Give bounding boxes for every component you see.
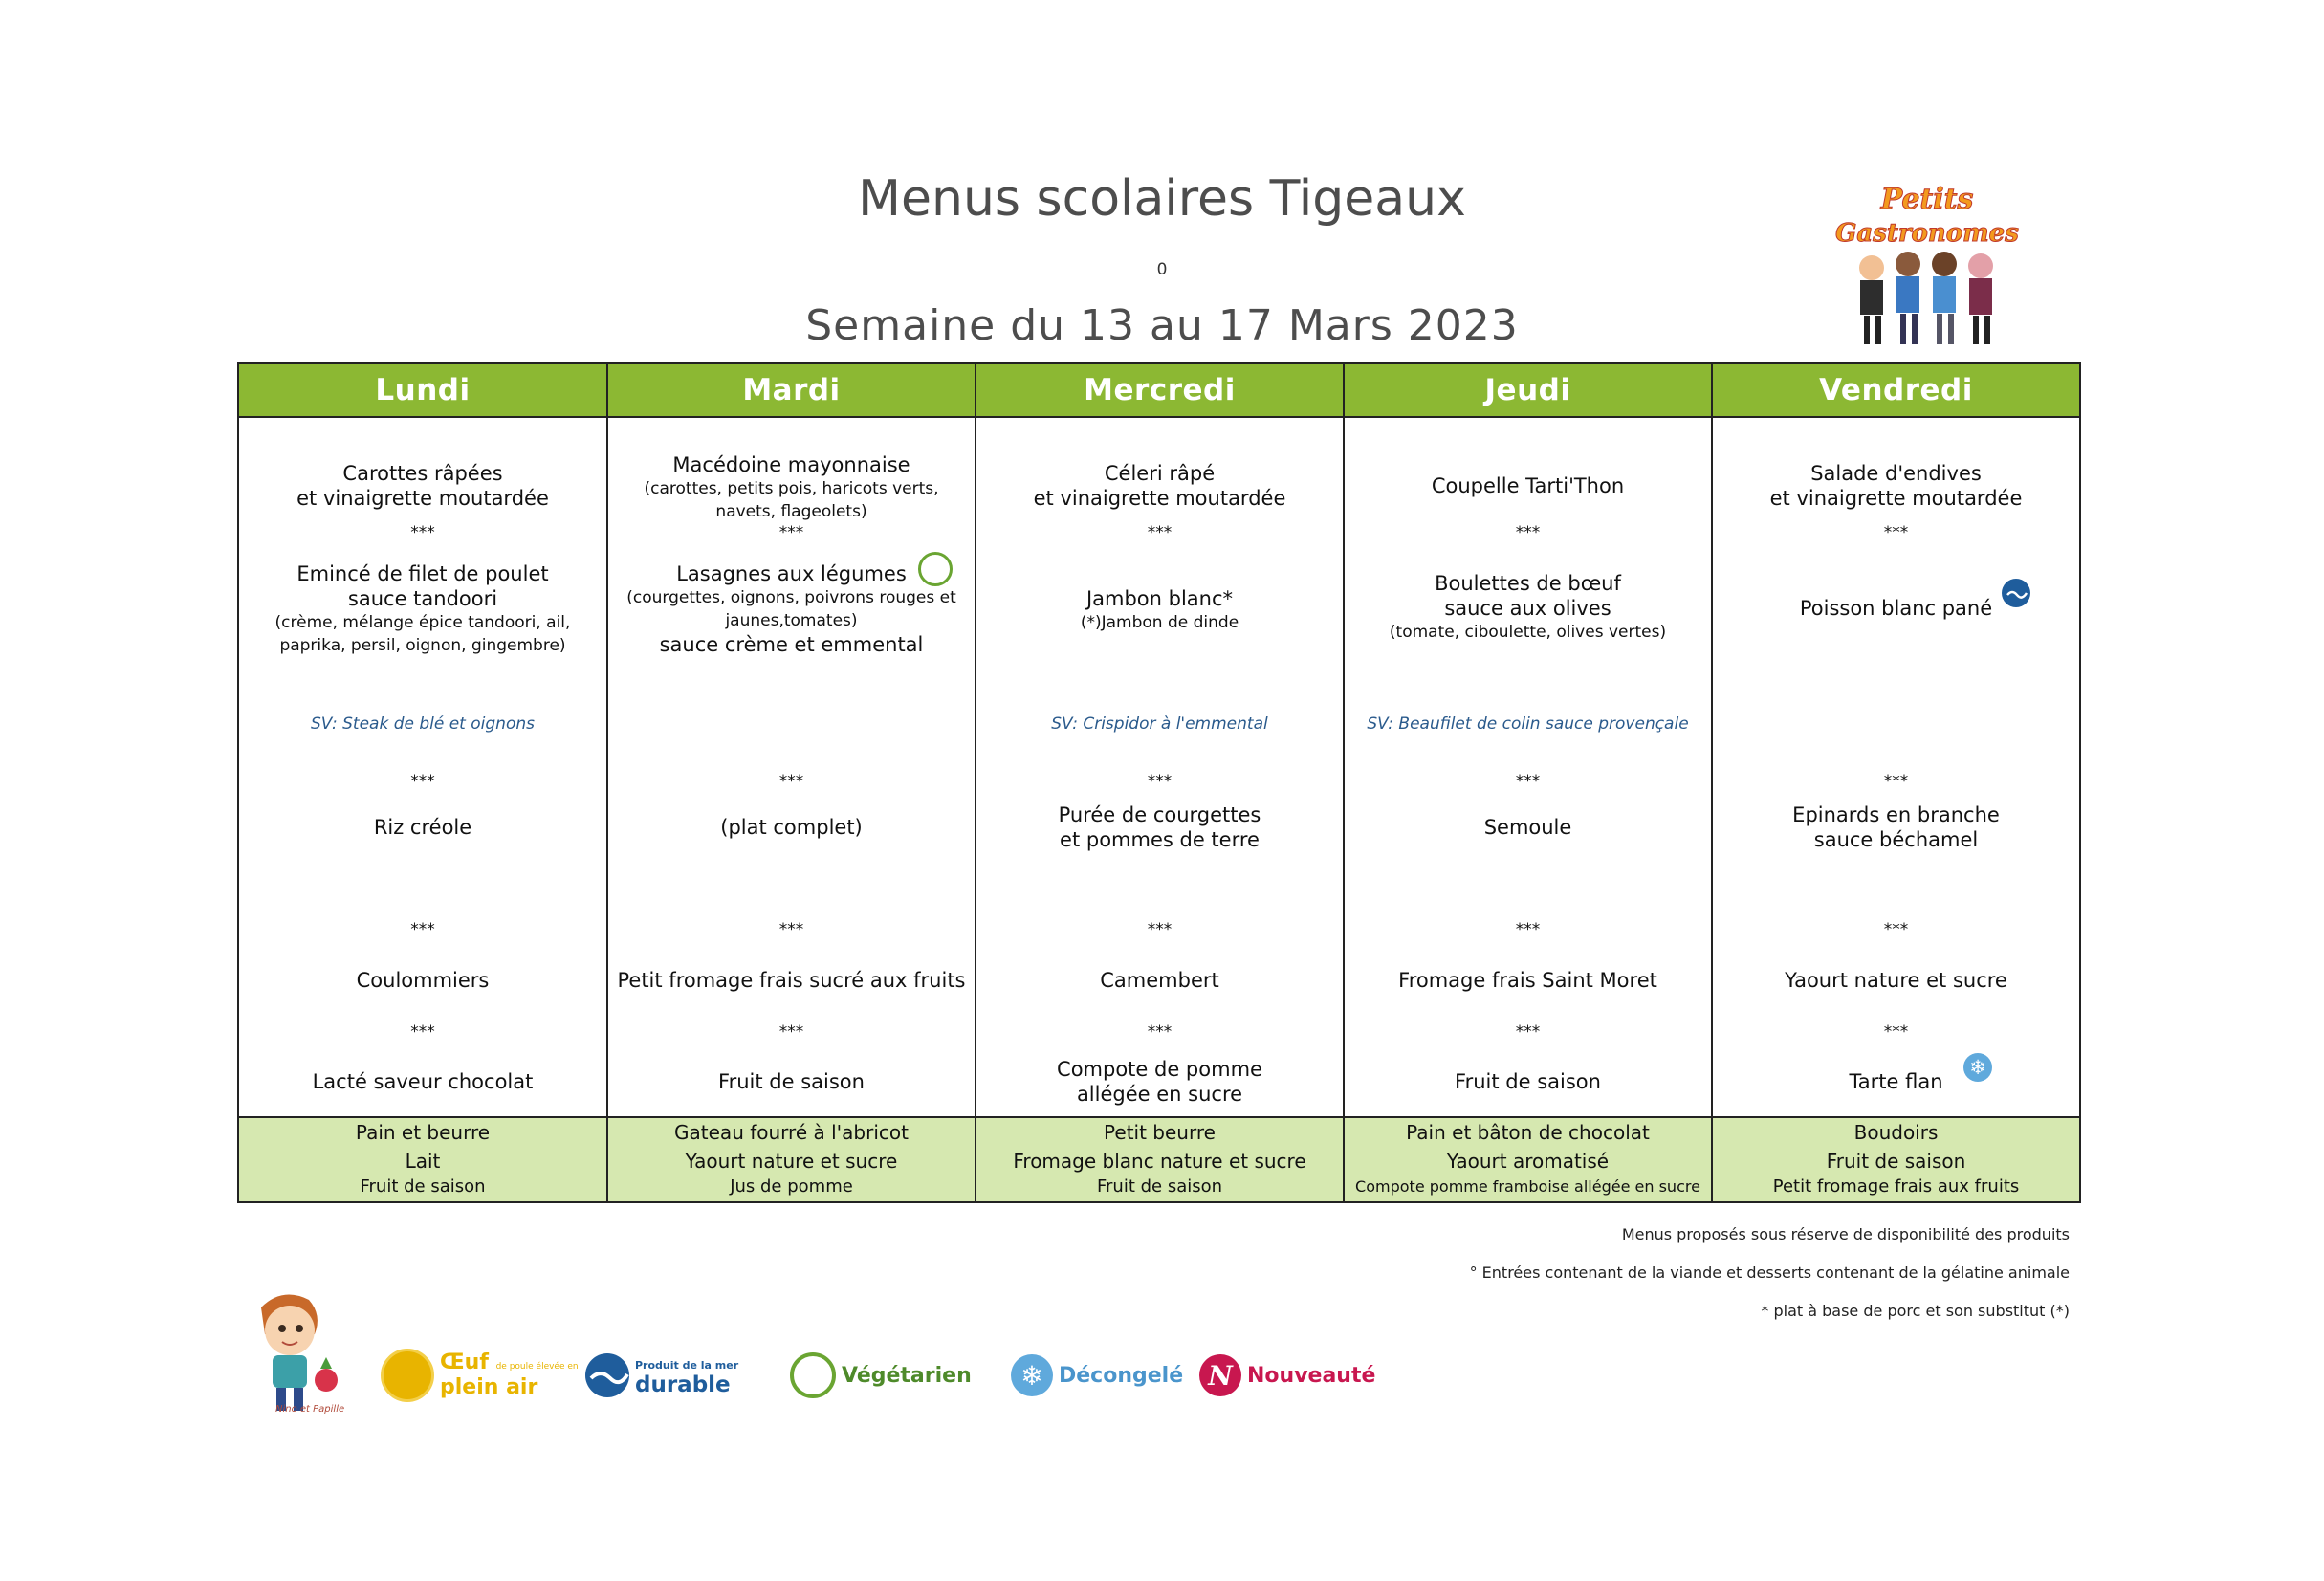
entree [1345,473,1711,498]
gouter-item-3: Petit fromage frais aux fruits [1772,1176,2020,1197]
day-cell-mardi [607,417,976,1117]
entree [976,461,1343,511]
separator: *** [1883,523,1909,542]
main-detail: (*)Jambon de dinde [1080,613,1239,632]
sv-option: SV: Crispidor à l'emmental [1051,714,1268,734]
entree-detail: (carottes, petits pois, haricots verts, navets, flageolets) [644,479,939,521]
legend-oeuf-line1 [440,1352,579,1377]
day-cell-jeudi [1344,417,1712,1117]
entree-name: Coupelle Tarti'Thon [1431,474,1625,497]
entree-line2: et vinaigrette moutardée [1033,487,1286,510]
gouter-item-3: Fruit de saison [360,1176,486,1197]
separator: *** [1883,772,1909,791]
main-detail: (tomate, ciboulette, olives vertes) [1389,623,1667,642]
dessert [976,1057,1343,1107]
egg-icon [381,1349,434,1402]
main-line2: sauce aux olives [1444,597,1611,620]
separator: *** [778,772,804,791]
separator: *** [778,920,804,939]
day-cell-mercredi [976,417,1344,1117]
note-gelatine: ° Entrées contenant de la viande et desserts contenant de la gélatine animale [1469,1263,2070,1282]
svg-text:Gastronomes: Gastronomes [1835,219,2019,248]
menus-row [238,417,2080,1117]
legend-nouveaute [1199,1351,1375,1399]
legend-oeuf-word: Œuf [440,1350,489,1374]
week-label: Semaine du 13 au 17 Mars 2023 [805,301,1519,350]
entree-line2: et vinaigrette moutardée [1769,487,2023,510]
separator: *** [1515,1022,1541,1042]
legend-oeuf-small: de poule élevée en [495,1362,579,1372]
entree-name: Carottes râpées [342,462,503,485]
cheese: Yaourt nature et sucre [1785,969,2007,992]
entree [1713,461,2079,511]
mascot-caption: Nino et Papille [275,1404,345,1415]
entree [239,461,606,511]
gouter-lundi [238,1117,607,1202]
side-dish: Riz créole [373,816,472,839]
gouter-item-3: Jus de pomme [730,1176,853,1197]
legend-oeuf-text [440,1352,579,1398]
side-name: Purée de courgettes [1058,803,1261,826]
gouter-mardi [607,1117,976,1202]
legend-mer-small: Produit de la mer [635,1359,739,1372]
gouter-item-2: Fromage blanc nature et sucre [1013,1150,1306,1173]
day-header-vendredi: Vendredi [1712,363,2080,417]
decongele-icon: ❄ [1963,1053,1992,1082]
main-detail: (courgettes, oignons, poivrons rouges et jaunes,tomates) [626,588,956,630]
gouter-jeudi [1344,1117,1712,1202]
side-dish [1713,802,2079,852]
dessert: Tarte flan [1849,1070,1943,1093]
legend-decongele [1011,1351,1183,1399]
day-header-lundi: Lundi [238,363,607,417]
entree-name: Macédoine mayonnaise [672,453,910,476]
legend-nouveaute-label: Nouveauté [1247,1363,1376,1388]
main-name: Jambon blanc* [1085,587,1234,610]
day-header-jeudi: Jeudi [1344,363,1712,417]
gouter-vendredi [1712,1117,2080,1202]
legend-oeuf-line2: plein air [440,1375,538,1399]
day-header-mardi: Mardi [607,363,976,417]
separator: *** [410,1022,435,1042]
separator: *** [778,523,804,542]
side-line2: sauce béchamel [1813,828,1979,851]
weekly-menu-table [237,362,2081,1203]
separator: *** [1515,920,1541,939]
main-dish [239,561,606,657]
vegetarien-icon [918,552,953,586]
note-porc: * plat à base de porc et son substitut (*) [1761,1302,2070,1320]
main-name: Lasagnes aux légumes [676,562,907,585]
sv-option: SV: Beaufilet de colin sauce provençale [1367,714,1689,734]
legend-oeuf-plein-air [381,1351,579,1399]
separator: *** [410,920,435,939]
peche-durable-icon [585,1353,629,1397]
separator: *** [1147,920,1173,939]
dessert-name: Compote de pomme [1057,1058,1262,1081]
svg-text:Petits: Petits [1880,183,1974,216]
legend-vegetarien-label: Végétarien [842,1363,972,1388]
main-sauce: sauce crème et emmental [659,633,924,656]
mascot-illustration [244,1286,349,1420]
entree-line2: et vinaigrette moutardée [296,487,549,510]
separator: *** [1515,772,1541,791]
separator: *** [778,1022,804,1042]
nouveaute-icon: N [1199,1354,1241,1396]
main-name: Poisson blanc pané [1799,597,1993,620]
gouter-item-1: Pain et beurre [355,1121,491,1144]
day-cell-lundi [238,417,607,1117]
cheese: Camembert [1100,969,1219,992]
separator: *** [1147,1022,1173,1042]
separator: *** [1147,523,1173,542]
gouter-item-1: Gateau fourré à l'abricot [674,1121,909,1144]
vegetarien-icon [790,1352,836,1398]
entree-name: Salade d'endives [1810,462,1982,485]
gouter-item-1: Boudoirs [1853,1121,1939,1144]
legend-decongele-label: Décongelé [1059,1363,1184,1388]
dessert-line2: allégée en sucre [1076,1083,1243,1106]
legend-mer-big: durable [635,1372,731,1397]
gouter-item-3: Compote pomme framboise allégée en sucre [1355,1177,1700,1196]
entree-name: Céleri râpé [1104,462,1216,485]
dessert: Fruit de saison [1455,1070,1601,1093]
gouter-item-1: Pain et bâton de chocolat [1406,1121,1650,1144]
main-dish [1345,571,1711,644]
separator: *** [1515,523,1541,542]
decongele-icon: ❄ [1011,1354,1053,1396]
gouter-item-2: Fruit de saison [1826,1150,1966,1173]
page-title: Menus scolaires Tigeaux [858,170,1466,228]
separator: *** [1147,772,1173,791]
separator: *** [1883,1022,1909,1042]
note-disponibilite: Menus proposés sous réserve de disponibilité des produits [1621,1225,2070,1243]
cheese: Fromage frais Saint Moret [1398,969,1657,992]
gouter-item-2: Yaourt nature et sucre [685,1150,898,1173]
separator: *** [1883,920,1909,939]
dessert: Lacté saveur chocolat [312,1070,534,1093]
side-dish: Semoule [1483,816,1572,839]
side-dish [976,802,1343,852]
day-header-mercredi: Mercredi [976,363,1344,417]
day-cell-vendredi [1712,417,2080,1117]
side-name: Epinards en branche [1792,803,2000,826]
side-dish: (plat complet) [720,816,863,839]
entree [608,452,975,523]
sv-option: SV: Steak de blé et oignons [311,714,535,734]
side-line2: et pommes de terre [1060,828,1260,851]
main-name: Boulettes de bœuf [1435,572,1621,595]
petits-gastronomes-logo [1835,172,2019,349]
separator: *** [410,523,435,542]
cheese: Petit fromage frais sucré aux fruits [617,969,966,992]
legend-vegetarien [790,1351,972,1399]
gouter-item-2: Yaourt aromatisé [1446,1150,1610,1173]
main-line2: sauce tandoori [347,587,498,610]
gouter-item-1: Petit beurre [1104,1121,1216,1144]
dessert: Fruit de saison [718,1070,865,1093]
legend-mer-durable [585,1351,738,1399]
gouter-row [238,1117,2080,1202]
main-dish [976,586,1343,634]
gouter-item-2: Lait [405,1150,441,1173]
separator: *** [410,772,435,791]
days-header-row [238,363,2080,417]
peche-durable-icon [2002,579,2030,607]
main-name: Emincé de filet de poulet [296,562,549,585]
gouter-mercredi [976,1117,1344,1202]
gouter-item-3: Fruit de saison [1096,1176,1223,1197]
main-detail: (crème, mélange épice tandoori, ail, paprika, persil, oignon, gingembre) [274,613,571,655]
legend-mer-text [635,1356,739,1397]
cheese: Coulommiers [356,969,490,992]
title-marker: 0 [1156,260,1168,279]
